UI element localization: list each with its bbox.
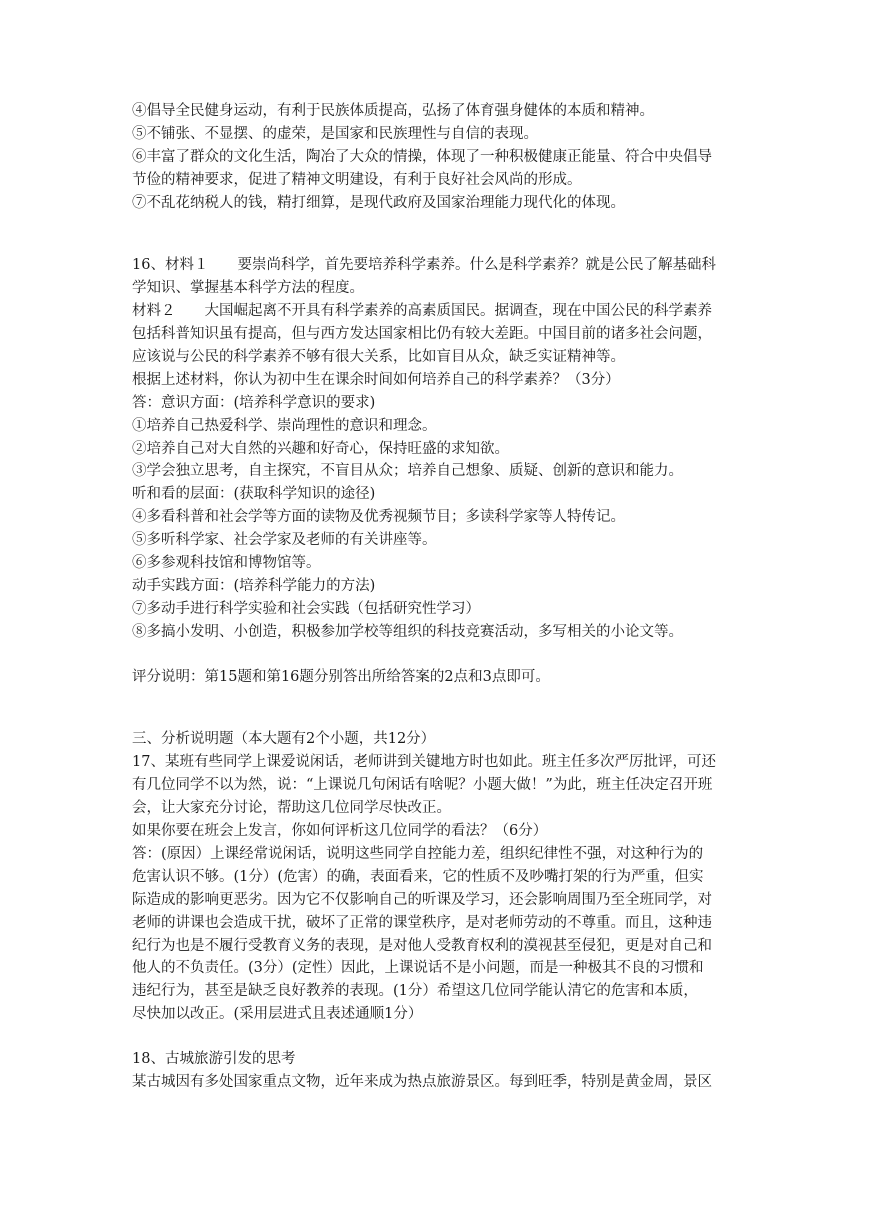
text-line: 尽快加以改正。(采用层进式且表述通顺1分）: [132, 1006, 423, 1023]
text-line: 包括科普知识虽有提高，但与西方发达国家相比仍有较大差距。中国目前的诸多社会问题，: [132, 326, 712, 343]
text-line: ⑤不铺张、不显摆、的虚荣，是国家和民族理性与自信的表现。: [132, 125, 538, 142]
text-line: 有几位同学不以为然，说：“上课说几句闲话有啥呢？小题大做！”为此，班主任决定召开班: [132, 777, 713, 794]
spacer: [132, 214, 752, 254]
text-line: 际造成的影响更恶劣。因为它不仅影响自己的听课及学习，还会影响周围乃至全班同学，对: [132, 891, 712, 908]
text-line: 动手实践方面：(培养科学能力的方法): [132, 577, 376, 594]
text-line: 节俭的精神要求，促进了精神文明建设，有利于良好社会风尚的形成。: [132, 171, 582, 188]
question-18: [132, 1048, 752, 1094]
text-line: ⑥多参观科技馆和博物馆等。: [132, 555, 321, 572]
text-line: 16、材料１ 要崇尚科学，首先要培养科学素养。什么是科学素养？就是公民了解基础科: [132, 257, 716, 274]
scoring-note: 评分说明：第15题和第16题分别答出所给答案的2点和3点即可。: [132, 668, 550, 685]
text-line: 老师的讲课也会造成干扰，破坏了正常的课堂秩序，是对老师劳动的不尊重。而且，这种违: [132, 914, 712, 931]
document-page: [132, 100, 752, 1094]
text-line: 答：意识方面：(培养科学意识的要求): [132, 394, 376, 411]
text-line: 违纪行为，甚至是缺乏良好教养的表现。(1分）希望这几位同学能认清它的危害和本质，: [132, 983, 698, 1000]
text-line: ①培养自己热爱科学、崇尚理性的意识和理念。: [132, 417, 437, 434]
text-line: 根据上述材料，你认为初中生在课余时间如何培养自己的科学素养？（3分）: [132, 371, 620, 388]
section-heading: 三、分析说明题（本大题有2个小题，共12分）: [132, 731, 436, 748]
text-line: ④多看科普和社会学等方面的读物及优秀视频节目；多读科学家等人特传记。: [132, 509, 625, 526]
question-title: 18、古城旅游引发的思考: [132, 1051, 296, 1068]
text-line: ④倡导全民健身运动，有利于民族体质提高，弘扬了体育强身健体的本质和精神。: [132, 103, 654, 119]
spacer: [132, 1026, 752, 1048]
text-line: 17、某班有些同学上课爱说闲话，老师讲到关键地方时也如此。班主任多次严厉批评，可还: [132, 754, 716, 771]
text-line: 材料２ 大国崛起离不开具有科学素养的高素质国民。据调查，现在中国公民的科学素养: [132, 303, 712, 320]
text-line: 危害认识不够。(1分）(危害）的确，表面看来，它的性质不及吵嘴打架的行为严重，但实: [132, 868, 704, 885]
text-line: ⑦多动手进行科学实验和社会实践（包括研究性学习）: [132, 600, 480, 617]
text-line: ②培养自己对大自然的兴趣和好奇心，保持旺盛的求知欲。: [132, 440, 509, 457]
answer-list-part-15: [132, 100, 752, 214]
text-line: 答：(原因）上课经常说闲话，说明这些同学自控能力差，组织纪律性不强，对这种行为的: [132, 845, 704, 862]
question-16: [132, 254, 752, 643]
text-line: ③学会独立思考，自主探究，不盲目从众；培养自己想象、质疑、创新的意识和能力。: [132, 463, 683, 480]
text-line: 如果你要在班会上发言，你如何评析这几位同学的看法？（6分）: [132, 823, 548, 840]
text-line: 他人的不负责任。(3分）(定性）因此，上课说话不是小问题，而是一种极其不良的习惯和: [132, 960, 704, 977]
spacer: [132, 688, 752, 728]
text-line: ⑤多听科学家、社会学家及老师的有关讲座等。: [132, 532, 437, 549]
text-line: 会，让大家充分讨论，帮助这几位同学尽快改正。: [132, 800, 451, 817]
text-line: ⑥丰富了群众的文化生活，陶冶了大众的情操，体现了一种积极健康正能量、符合中央倡导: [132, 148, 712, 165]
text-line: 某古城因有多处国家重点文物，近年来成为热点旅游景区。每到旺季，特别是黄金周，景区: [132, 1073, 712, 1090]
text-line: 应该说与公民的科学素养不够有很大关系，比如盲目从众，缺乏实证精神等。: [132, 349, 625, 366]
text-line: 听和看的层面：(获取科学知识的途径): [132, 486, 376, 503]
text-line: 纪行为也是不履行受教育义务的表现，是对他人受教育权利的漠视甚至侵犯，更是对自己和: [132, 937, 712, 954]
text-line: ⑦不乱花纳税人的钱，精打细算，是现代政府及国家治理能力现代化的体现。: [132, 194, 625, 211]
text-line: ⑧多搞小发明、小创造，积极参加学校等组织的科技竞赛活动，多写相关的小论文等。: [132, 623, 683, 640]
text-line: 学知识、掌握基本科学方法的程度。: [132, 280, 364, 297]
question-17: [132, 728, 752, 1026]
spacer: [132, 644, 752, 666]
